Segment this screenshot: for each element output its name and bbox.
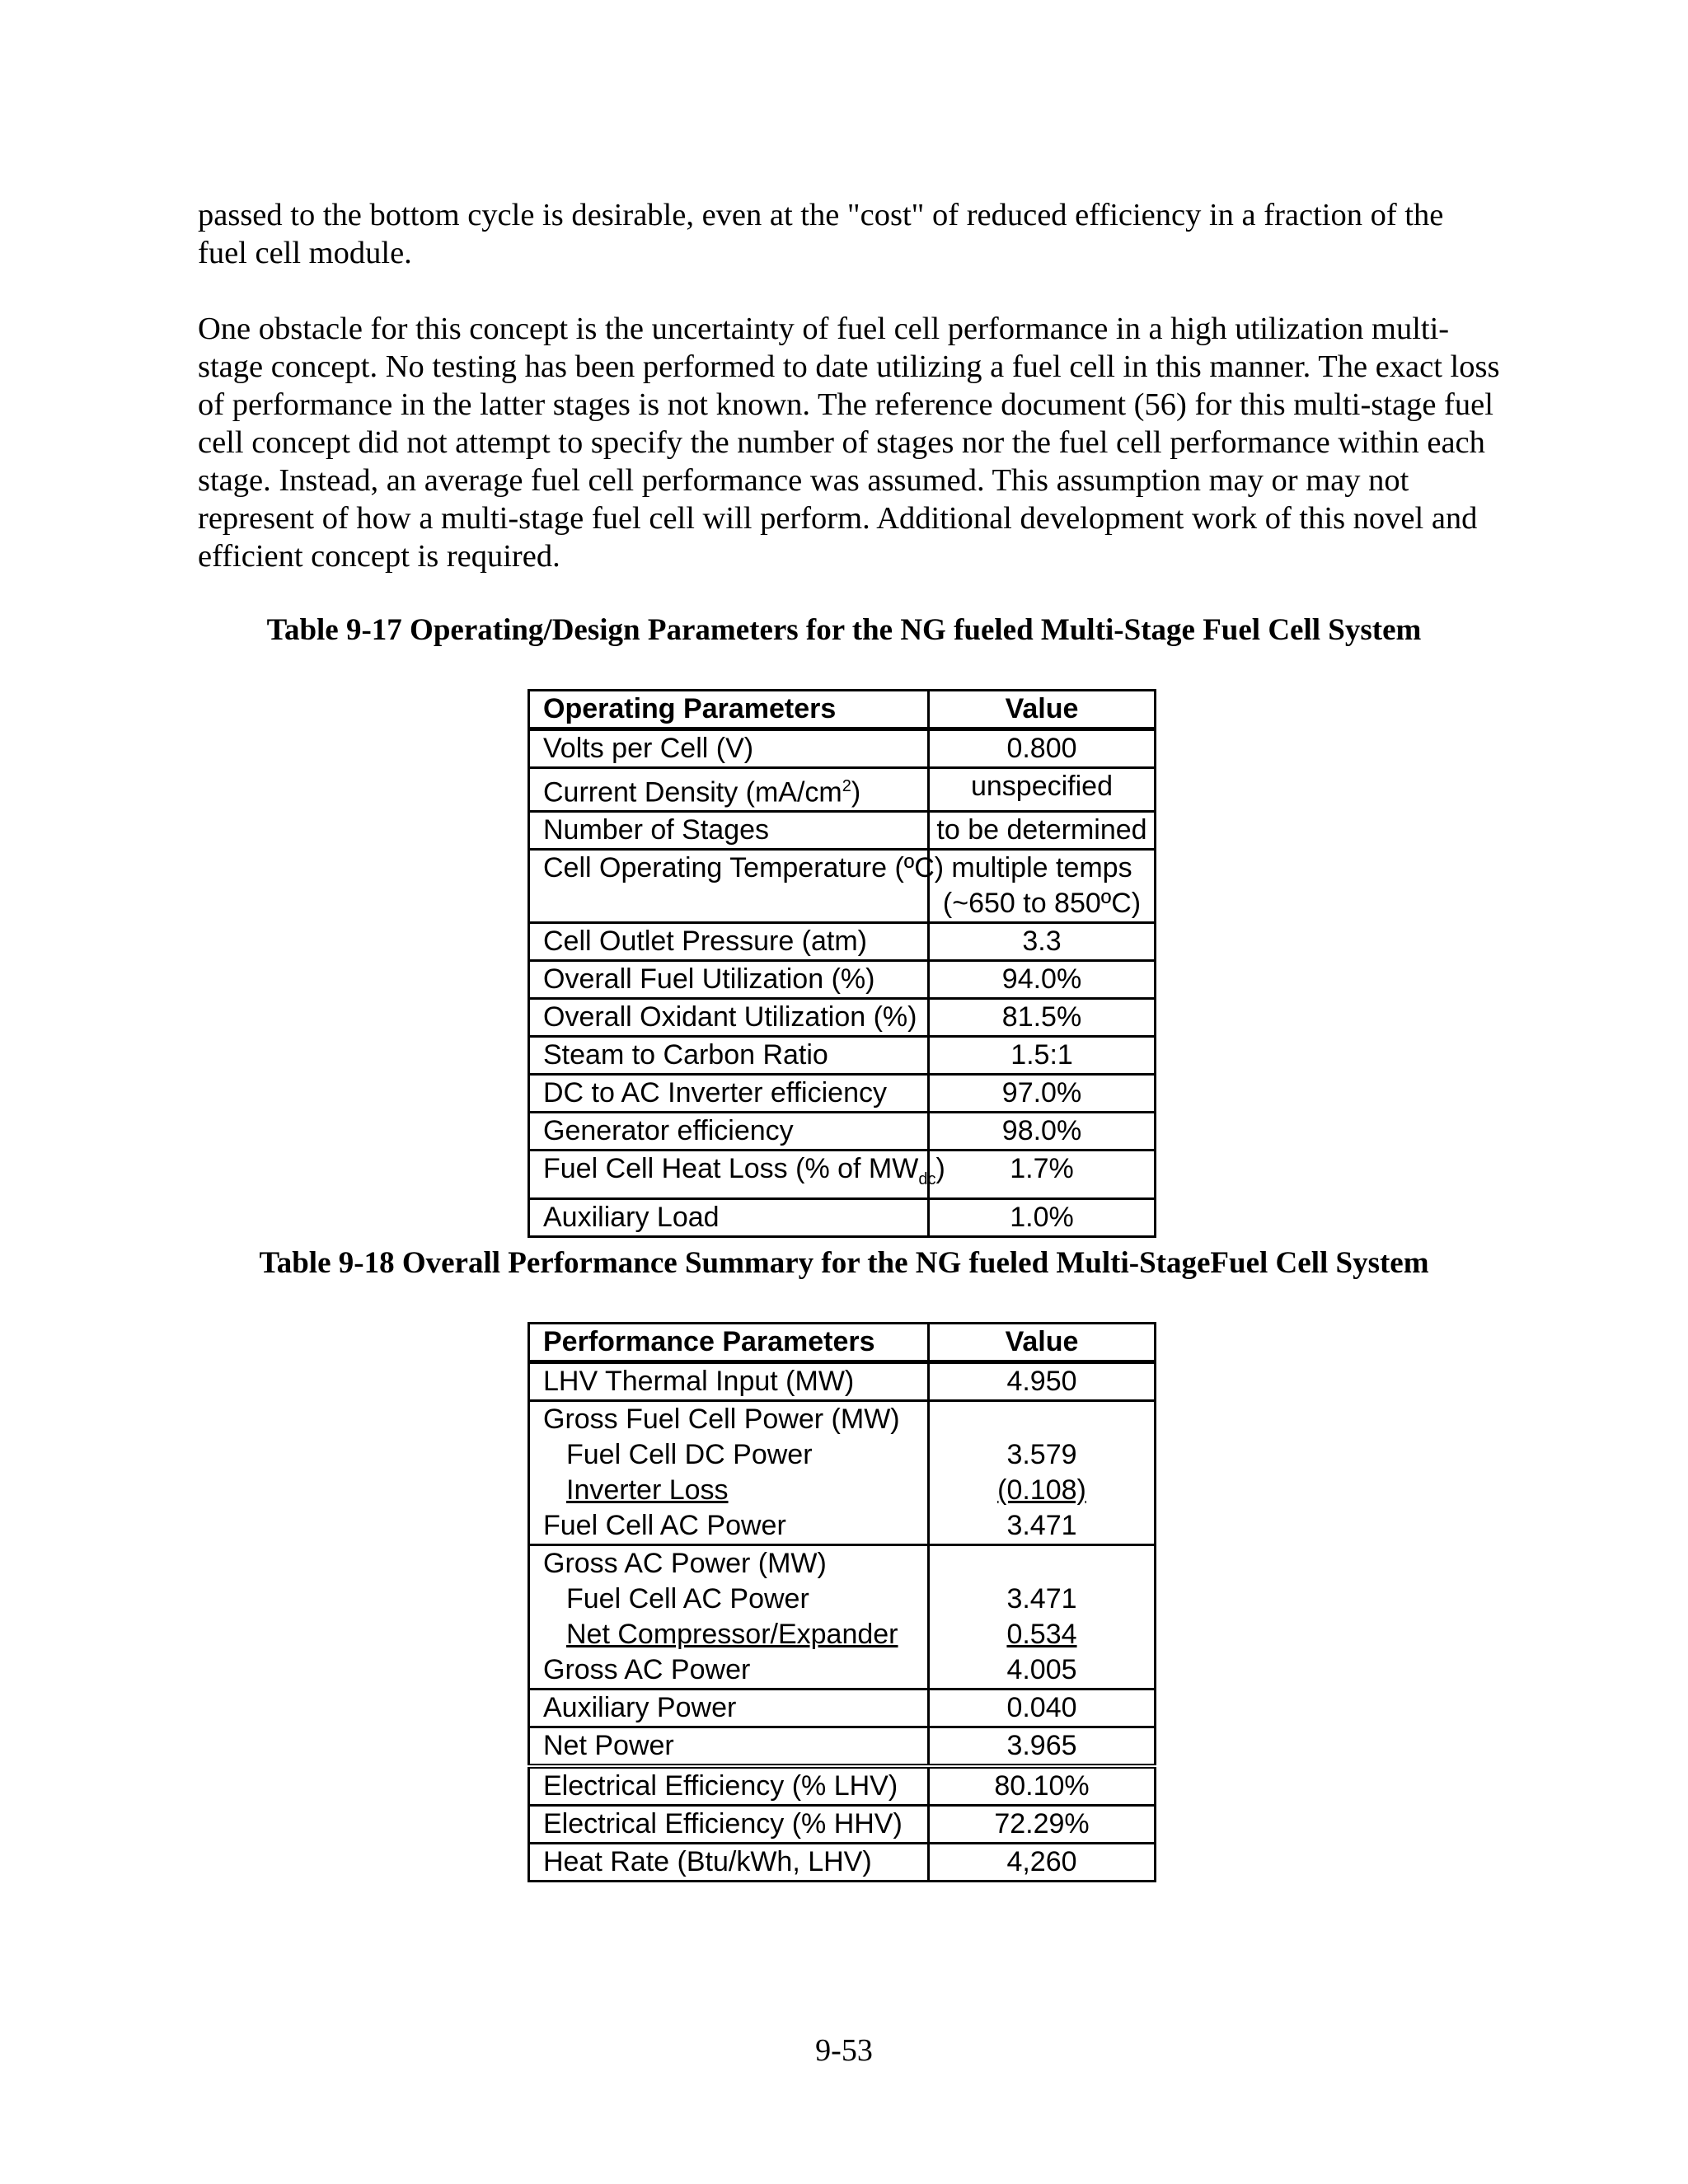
table-row [529,1401,1156,1545]
table-9-17-caption: Table 9-17 Operating/Design Parameters for the NG fueled Multi-Stage Fuel Cell System [266,613,1422,647]
param-cell: Net Power [529,1727,929,1767]
column-header-parameter: Performance Parameters [529,1324,929,1362]
param-cell: Overall Fuel Utilization (%) [529,961,929,999]
table-row [529,999,1156,1037]
value-cell: to be determined [929,812,1156,850]
value-cell: unspecified [929,768,1156,812]
table-row [529,1199,1156,1237]
value-cell: 3.471 0.534 4.005 [929,1545,1156,1690]
table-header-row [529,691,1156,729]
table-header-row [529,1324,1156,1362]
table-row [529,850,1156,923]
table-row [529,1844,1156,1882]
table-row [529,812,1156,850]
value-cell: 3.965 [929,1727,1156,1767]
param-cell: Gross AC Power (MW) Fuel Cell AC Power Net Compressor/Expander Gross AC Power [529,1545,929,1690]
param-cell: LHV Thermal Input (MW) [529,1362,929,1401]
param-cell: Steam to Carbon Ratio [529,1037,929,1075]
column-header-value: Value [929,1324,1156,1362]
table-row [529,1362,1156,1401]
value-cell: 0.800 [929,729,1156,768]
table-row [529,961,1156,999]
param-cell: Electrical Efficiency (% HHV) [529,1806,929,1844]
value-cell: multiple temps (~650 to 850ºC) [929,850,1156,923]
value-cell: 1.0% [929,1199,1156,1237]
value-cell: 98.0% [929,1113,1156,1151]
param-cell: Number of Stages [529,812,929,850]
table-row [529,1037,1156,1075]
param-cell: Generator efficiency [529,1113,929,1151]
body-paragraph-1: passed to the bottom cycle is desirable, even at the "cost" of reduced efficiency in a fraction of the fuel cell module. [198,198,1444,270]
value-cell: 1.5:1 [929,1037,1156,1075]
table-row [529,1113,1156,1151]
param-cell: Fuel Cell Heat Loss (% of $MW_{dc}$) [529,1151,929,1199]
value-cell: 0.040 [929,1690,1156,1727]
param-cell: Auxiliary Load [529,1199,929,1237]
table-row [529,1151,1156,1199]
page-number: 9-53 [815,2033,873,2068]
table-row [529,1766,1156,1806]
table-row [529,1727,1156,1767]
column-header-parameter: Operating Parameters [529,691,929,729]
table-row [529,1075,1156,1113]
value-cell: 80.10% [929,1766,1156,1806]
column-header-value: Value [929,691,1156,729]
value-cell: 72.29% [929,1806,1156,1844]
param-cell: Cell Outlet Pressure (atm) [529,923,929,961]
table-row [529,923,1156,961]
param-cell: Overall Oxidant Utilization (%) [529,999,929,1037]
value-cell: 81.5% [929,999,1156,1037]
value-cell: 97.0% [929,1075,1156,1113]
value-cell: 3.579 (0.108) 3.471 [929,1401,1156,1545]
table-row [529,1690,1156,1727]
value-cell: 94.0% [929,961,1156,999]
operating-parameters-table [528,689,1156,1238]
performance-summary-table [528,1322,1156,1882]
table-row [529,768,1156,812]
param-cell: Electrical Efficiency (% LHV) [529,1766,929,1806]
table-row [529,729,1156,768]
value-cell: 4,260 [929,1844,1156,1882]
param-cell: Current Density $(mA/cm^2)$ [529,768,929,812]
table-9-18-caption: Table 9-18 Overall Performance Summary for the NG fueled Multi-StageFuel Cell System [259,1246,1429,1280]
param-cell: Gross Fuel Cell Power (MW) Fuel Cell DC Power Inverter Loss Fuel Cell AC Power [529,1401,929,1545]
table-row [529,1545,1156,1690]
param-cell: DC to AC Inverter efficiency [529,1075,929,1113]
value-cell: 3.3 [929,923,1156,961]
param-cell: Volts per Cell (V) [529,729,929,768]
body-paragraph-2: One obstacle for this concept is the uncertainty of fuel cell performance in a high utilization multi-stage concept. No testing has been performed to date utilizing a fuel cell in this manner. The exact loss of performance in the latter stages is not known. The reference document (56) for this multi-stage fuel cell concept did not attempt to specify the number of stages nor the fuel cell performance within each stage. Instead, an average fuel cell performance was assumed. This assumption may or may not represent of how a multi-stage fuel cell will perform. Additional development work of this novel and efficient concept is required. [198,312,1500,574]
table-row [529,1806,1156,1844]
param-cell: Heat Rate (Btu/kWh, LHV) [529,1844,929,1882]
value-cell: 1.7% [929,1151,1156,1199]
param-cell: Cell Operating Temperature (ºC) [529,850,929,923]
param-cell: Auxiliary Power [529,1690,929,1727]
value-cell: 4.950 [929,1362,1156,1401]
